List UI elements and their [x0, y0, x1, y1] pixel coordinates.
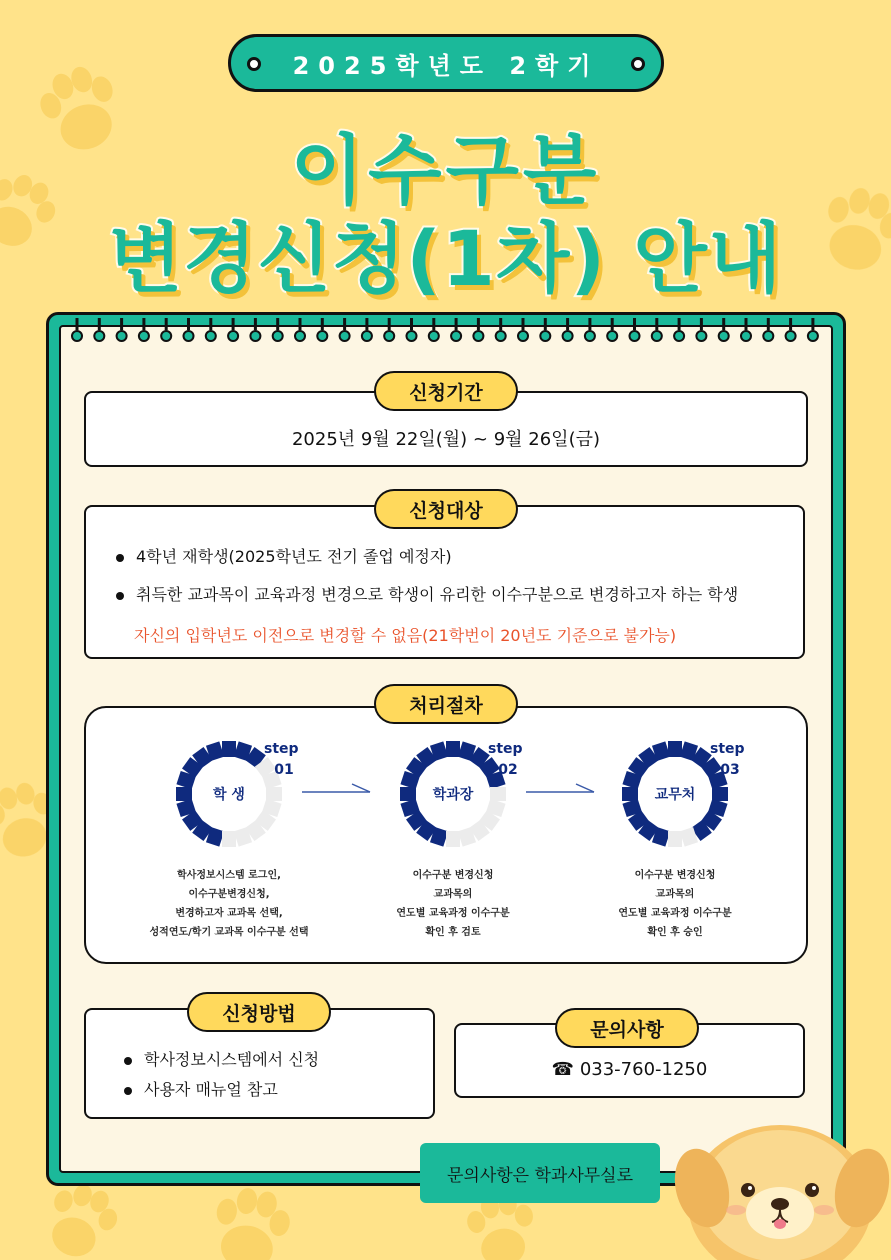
- semester-text: 2025학년도 2학기: [292, 51, 600, 80]
- phone-number: 033-760-1250: [579, 1059, 708, 1080]
- spiral-ring-hole: [563, 331, 573, 341]
- step-desc-line: 성적연도/학기 교과목 이수구분 선택: [149, 927, 309, 938]
- spiral-ring-hole: [496, 331, 506, 341]
- step-word: step: [264, 741, 299, 757]
- step-desc-line: 이수구분 변경신청: [634, 870, 716, 881]
- spiral-ring-hole: [696, 331, 706, 341]
- page-title-line2: 변경신청(1차) 안내: [108, 214, 783, 303]
- spiral-ring-hole: [295, 331, 305, 341]
- spiral-ring-hole: [741, 331, 751, 341]
- progress-segment: [266, 787, 282, 801]
- spiral-ring-hole: [139, 331, 149, 341]
- phone-icon: ☎: [551, 1059, 575, 1080]
- progress-segment: [712, 787, 728, 801]
- step-word: step: [710, 741, 745, 757]
- step-2: [348, 736, 558, 942]
- spiral-ring-hole: [652, 331, 662, 341]
- spiral-ring-hole: [429, 331, 439, 341]
- period-label: 신청기간: [374, 371, 518, 411]
- method-item: 학사정보시스템에서 신청: [124, 1052, 319, 1068]
- spiral-ring-hole: [763, 331, 773, 341]
- spiral-ring-hole: [250, 331, 260, 341]
- step-desc-line: 연도별 교육과정 이수구분: [618, 908, 732, 919]
- progress-segment: [668, 831, 682, 847]
- step-desc-line: 학사정보시스템 로그인,: [177, 870, 281, 881]
- step-name: 학과장: [432, 787, 474, 803]
- target-label: 신청대상: [374, 489, 518, 529]
- spiral-binding: [67, 316, 827, 346]
- spiral-ring-hole: [630, 331, 640, 341]
- progress-segment: [446, 741, 460, 757]
- spiral-ring-hole: [228, 331, 238, 341]
- step-3: [570, 736, 780, 942]
- spiral-ring-hole: [362, 331, 372, 341]
- spiral-ring-hole: [808, 331, 818, 341]
- target-item: 취득한 교과목이 교육과정 변경으로 학생이 유리한 이수구분으로 변경하고자 하는 학생: [116, 587, 738, 603]
- step-desc-line: 연도별 교육과정 이수구분: [396, 908, 510, 919]
- step-desc-line: 이수구분 변경신청: [412, 870, 494, 881]
- progress-segment: [176, 787, 192, 801]
- spiral-ring-hole: [451, 331, 461, 341]
- step-name: 학 생: [213, 787, 245, 803]
- spiral-ring-hole: [117, 331, 127, 341]
- step-number: 03: [720, 762, 740, 778]
- step-word: step: [488, 741, 523, 757]
- step-number: 01: [274, 762, 294, 778]
- method-label: 신청방법: [187, 992, 331, 1032]
- progress-segment: [622, 787, 638, 801]
- spiral-ring-hole: [206, 331, 216, 341]
- step-ring-2: [388, 736, 523, 856]
- period-text: 2025년 9월 22일(월) ~ 9월 26일(금): [291, 429, 601, 450]
- step-desc-line: 교과목의: [433, 889, 473, 900]
- spiral-ring-hole: [317, 331, 327, 341]
- step-1: [124, 736, 334, 942]
- spiral-ring-hole: [674, 331, 684, 341]
- semester-badge: [228, 34, 664, 92]
- progress-segment: [490, 787, 506, 801]
- progress-segment: [222, 831, 236, 847]
- spiral-ring-hole: [407, 331, 417, 341]
- target-item: 4학년 재학생(2025학년도 전기 졸업 예정자): [116, 549, 738, 565]
- spiral-ring-hole: [340, 331, 350, 341]
- spiral-ring-hole: [518, 331, 528, 341]
- progress-segment: [446, 831, 460, 847]
- spiral-ring-hole: [786, 331, 796, 341]
- step-desc-line: 확인 후 검토: [425, 927, 481, 938]
- spiral-ring-hole: [540, 331, 550, 341]
- badge-dot-right: [631, 57, 645, 71]
- spiral-ring-hole: [184, 331, 194, 341]
- step-number: 02: [498, 762, 518, 778]
- contact-office-tab: [420, 1143, 660, 1203]
- step-ring-1: [164, 736, 299, 856]
- spiral-ring-hole: [719, 331, 729, 341]
- badge-dot-left: [247, 57, 261, 71]
- inquiry-label: 문의사항: [555, 1008, 699, 1048]
- spiral-ring-hole: [94, 331, 104, 341]
- target-warning-note: 자신의 입학년도 이전으로 변경할 수 없음(21학번이 20년도 기준으로 불가능): [134, 626, 677, 645]
- method-item: 사용자 매뉴얼 참고: [124, 1082, 319, 1098]
- puppy-illustration: [680, 1118, 891, 1260]
- progress-segment: [222, 741, 236, 757]
- progress-segment: [400, 787, 416, 801]
- step-desc-line: 교과목의: [655, 889, 695, 900]
- contact-office-text: 문의사항은 학과사무실로: [446, 1165, 634, 1186]
- spiral-ring-hole: [607, 331, 617, 341]
- step-desc-line: 변경하고자 교과목 선택,: [175, 908, 283, 919]
- page-title-line1: 이수구분: [290, 126, 601, 215]
- spiral-ring-hole: [273, 331, 283, 341]
- spiral-ring-hole: [585, 331, 595, 341]
- spiral-ring-hole: [384, 331, 394, 341]
- spiral-ring-hole: [72, 331, 82, 341]
- procedure-label: 처리절차: [374, 684, 518, 724]
- step-desc-line: 확인 후 승인: [647, 927, 703, 938]
- progress-segment: [668, 741, 682, 757]
- step-desc-line: 이수구분변경신청,: [188, 889, 270, 900]
- step-ring-3: [610, 736, 745, 856]
- spiral-ring-hole: [161, 331, 171, 341]
- spiral-ring-hole: [473, 331, 483, 341]
- step-name: 교무처: [654, 787, 696, 803]
